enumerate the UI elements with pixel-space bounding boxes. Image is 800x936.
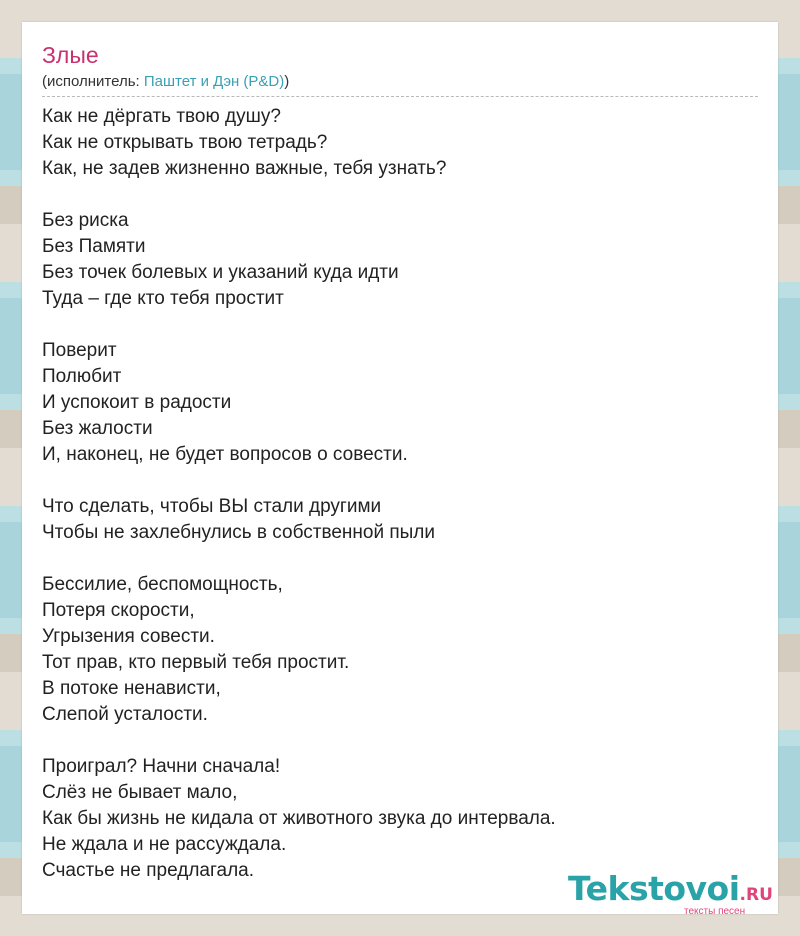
lyric-line: Как не дёргать твою душу? [42,106,281,127]
stanza-break [42,182,758,208]
lyric-line: Полюбит [42,366,122,387]
logo-main-text: Tekstovoi [568,869,740,908]
logo-tagline: тексты песен [684,906,746,917]
lyric-line: Бессилие, беспомощность, [42,574,283,595]
lyric-line: И успокоит в радости [42,392,232,413]
site-logo[interactable] [568,870,780,918]
artist-line [42,72,758,97]
lyrics-card [22,22,778,917]
stanza-break [42,546,758,572]
lyric-line: Счастье не предлагала. [42,860,255,881]
lyric-line: Слёз не бывает мало, [42,782,238,803]
lyric-line: И, наконец, не будет вопросов о совести. [42,444,408,465]
lyric-line: Без жалости [42,418,153,439]
stanza-break [42,728,758,754]
lyric-line: Без риска [42,210,129,231]
lyric-line: Проиграл? Начни сначала! [42,756,281,777]
artist-suffix: ) [284,73,290,90]
song-title: Злые [42,42,99,68]
stanza-break [42,468,758,494]
lyric-line: Потеря скорости, [42,600,195,621]
lyrics-text [42,104,758,884]
lyric-line: В потоке ненависти, [42,678,221,699]
lyric-line: Чтобы не захлебнулись в собственной пыли [42,522,435,543]
lyric-line: Туда – где кто тебя простит [42,288,284,309]
lyric-line: Слепой усталости. [42,704,208,725]
stanza-break [42,312,758,338]
lyric-line: Поверит [42,340,117,361]
lyric-line: Как бы жизнь не кидала от животного звука до интервала. [42,808,556,829]
lyric-line: Угрызения совести. [42,626,215,647]
logo-tld: .RU [739,885,773,905]
lyric-line: Без Памяти [42,236,146,257]
lyric-line: Не ждала и не рассуждала. [42,834,287,855]
lyric-line: Как, не задев жизненно важные, тебя узнать? [42,158,447,179]
lyric-line: Что сделать, чтобы ВЫ стали другими [42,496,382,517]
lyric-line: Как не открывать твою тетрадь? [42,132,328,153]
artist-link[interactable]: Паштет и Дэн (P&D) [143,73,285,90]
lyric-line: Тот прав, кто первый тебя простит. [42,652,350,673]
lyric-line: Без точек болевых и указаний куда идти [42,262,399,283]
artist-prefix: (исполнитель: [42,73,144,90]
